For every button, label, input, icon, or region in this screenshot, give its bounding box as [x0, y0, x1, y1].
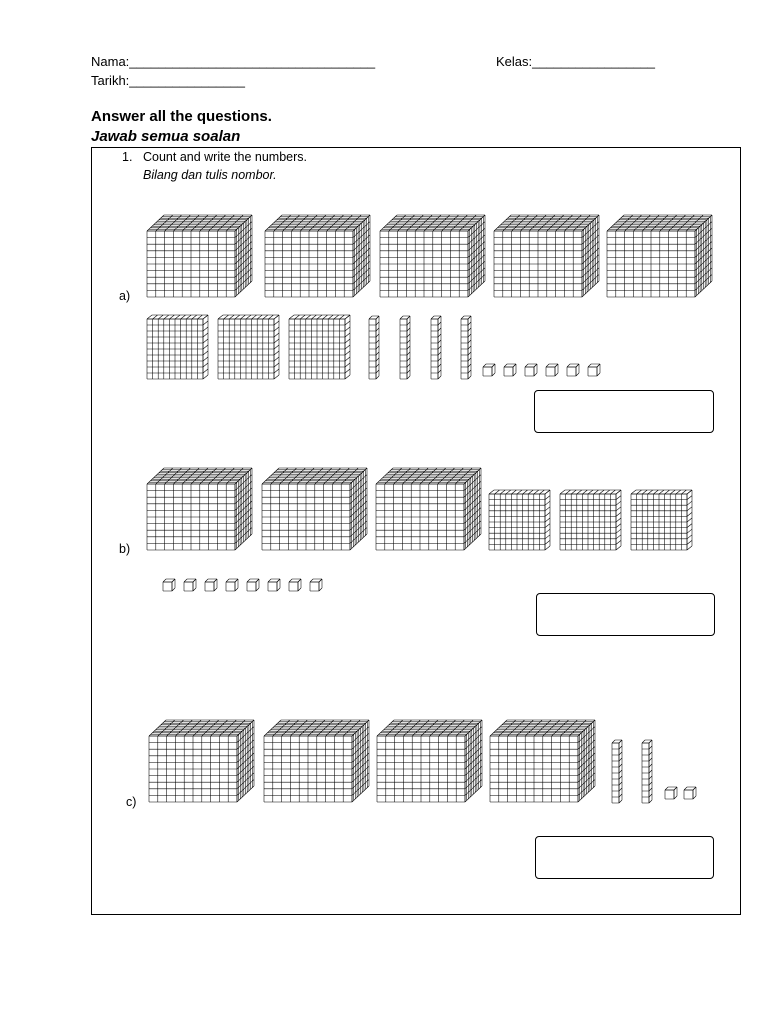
thousand-cube	[149, 720, 255, 803]
thousand-cube	[494, 215, 600, 298]
thousand-cube	[376, 468, 482, 551]
one-unit	[247, 579, 261, 593]
part-c-answer-box[interactable]	[535, 836, 714, 879]
hundred-flat	[489, 490, 551, 551]
part-b-label: b)	[119, 542, 131, 556]
one-unit	[588, 364, 602, 378]
part-a-label: a)	[119, 289, 131, 303]
date-label: Tarikh:________________	[91, 73, 245, 88]
one-unit	[567, 364, 581, 378]
one-unit	[289, 579, 303, 593]
one-unit	[226, 579, 240, 593]
thousand-cube	[262, 468, 368, 551]
thousand-cube	[377, 720, 483, 803]
one-unit	[184, 579, 198, 593]
ten-rod	[612, 740, 623, 804]
question-text-english: Count and write the numbers.	[143, 150, 307, 164]
one-unit	[525, 364, 539, 378]
one-unit	[546, 364, 560, 378]
thousand-cube	[264, 720, 370, 803]
thousand-cube	[147, 468, 253, 551]
hundred-flat	[631, 490, 693, 551]
instruction-malay: Jawab semua soalan	[91, 128, 241, 145]
thousand-cube	[490, 720, 596, 803]
one-unit	[665, 787, 679, 801]
one-unit	[504, 364, 518, 378]
hundred-flat	[147, 315, 209, 380]
question-number: 1.	[122, 150, 133, 164]
class-label: Kelas:_________________	[496, 54, 656, 69]
one-unit	[483, 364, 497, 378]
hundred-flat	[289, 315, 351, 380]
ten-rod	[369, 316, 380, 380]
hundred-flat	[218, 315, 280, 380]
one-unit	[205, 579, 219, 593]
part-a-answer-box[interactable]	[534, 390, 714, 433]
hundred-flat	[560, 490, 622, 551]
one-unit	[268, 579, 282, 593]
thousand-cube	[607, 215, 713, 298]
ten-rod	[642, 740, 653, 804]
ten-rod	[400, 316, 411, 380]
part-b-answer-box[interactable]	[536, 593, 715, 636]
thousand-cube	[380, 215, 486, 298]
thousand-cube	[265, 215, 371, 298]
one-unit	[163, 579, 177, 593]
part-c-label: c)	[126, 795, 137, 809]
one-unit	[684, 787, 698, 801]
ten-rod	[461, 316, 472, 380]
name-label: Nama:__________________________________	[91, 54, 376, 69]
instruction-english: Answer all the questions.	[91, 108, 272, 125]
one-unit	[310, 579, 324, 593]
thousand-cube	[147, 215, 253, 298]
ten-rod	[431, 316, 442, 380]
question-text-malay: Bilang dan tulis nombor.	[143, 168, 277, 182]
